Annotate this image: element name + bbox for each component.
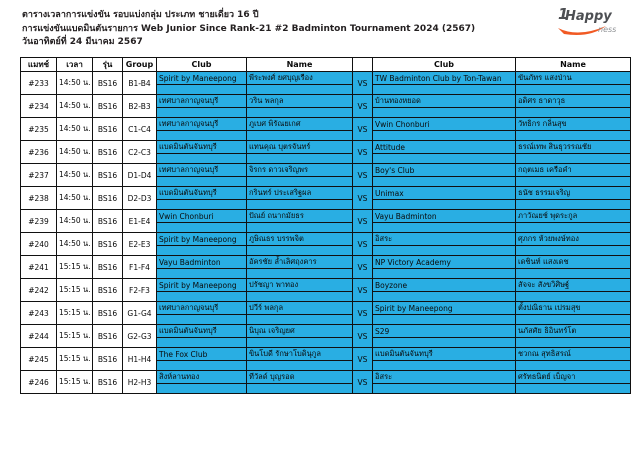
player-name-cell-left-spacer <box>247 361 353 371</box>
club-cell-left-spacer <box>157 315 247 325</box>
player-name-cell-right: นภัสศัย ธิอินทร์โต <box>516 325 631 338</box>
player-name-cell-left: วริน พลกุล <box>247 95 353 108</box>
player-name-cell-left: ทีวัลด์ บุญรอด <box>247 371 353 384</box>
club-cell-left: The Fox Club <box>157 348 247 361</box>
player-name-cell-right: ชวกณ สุทธิสรณ์ <box>516 348 631 361</box>
club-cell-right-spacer <box>373 338 516 348</box>
club-cell-right-spacer <box>373 200 516 210</box>
time-cell: 14:50 น. <box>57 187 93 210</box>
match-cell: #246 <box>21 371 57 394</box>
club-cell-right-spacer <box>373 246 516 256</box>
class-cell: BS16 <box>93 256 123 279</box>
happyness-logo <box>552 4 626 46</box>
table-row <box>21 95 631 108</box>
club-cell-right: Attitude <box>373 141 516 154</box>
player-name-cell-right-spacer <box>516 315 631 325</box>
player-name-cell-left: แทนคุณ บุตรจันทร์ <box>247 141 353 154</box>
player-name-cell-right-spacer <box>516 223 631 233</box>
group-cell: H2-H3 <box>123 371 157 394</box>
time-cell: 15:15 น. <box>57 325 93 348</box>
club-cell-left-spacer <box>157 108 247 118</box>
player-name-cell-left: พีระพงศ์ ยศบุญเรือง <box>247 72 353 85</box>
club-cell-right: Spirit by Maneepong <box>373 302 516 315</box>
group-cell: G1-G4 <box>123 302 157 325</box>
club-cell-left-spacer <box>157 384 247 394</box>
player-name-cell-left-spacer <box>247 269 353 279</box>
player-name-cell-right-spacer <box>516 384 631 394</box>
class-cell: BS16 <box>93 72 123 95</box>
table-row <box>21 118 631 131</box>
player-name-cell-right-spacer <box>516 269 631 279</box>
vs-cell: VS <box>353 210 373 233</box>
club-cell-left-spacer <box>157 85 247 95</box>
col-header-vs <box>353 58 373 72</box>
time-cell: 14:50 น. <box>57 233 93 256</box>
group-cell: F2-F3 <box>123 279 157 302</box>
club-cell-left: เทศบาลกาญจนบุรี <box>157 302 247 315</box>
group-cell: B2-B3 <box>123 95 157 118</box>
player-name-cell-left-spacer <box>247 85 353 95</box>
club-cell-left: แบดมินตันจันทบุรี <box>157 141 247 154</box>
player-name-cell-right-spacer <box>516 108 631 118</box>
club-cell-right: Vayu Badminton <box>373 210 516 223</box>
club-cell-right: TW Badminton Club by Ton-Tawan <box>373 72 516 85</box>
match-cell: #238 <box>21 187 57 210</box>
table-row <box>21 210 631 223</box>
table-row <box>21 279 631 292</box>
club-cell-left: แบดมินตันจันทบุรี <box>157 187 247 200</box>
group-cell: D1-D4 <box>123 164 157 187</box>
group-cell: B1-B4 <box>123 72 157 95</box>
group-cell: F1-F4 <box>123 256 157 279</box>
club-cell-left: Spirit by Maneepong <box>157 233 247 246</box>
player-name-cell-left: ภูเบศ พิรัณยเกศ <box>247 118 353 131</box>
vs-cell: VS <box>353 95 373 118</box>
club-cell-left: Spirit by Maneepong <box>157 72 247 85</box>
vs-cell: VS <box>353 141 373 164</box>
player-name-cell-right: ภาวัณยช์ พุดระกูล <box>516 210 631 223</box>
class-cell: BS16 <box>93 371 123 394</box>
club-cell-right-spacer <box>373 315 516 325</box>
class-cell: BS16 <box>93 164 123 187</box>
club-cell-right: บ้านทองหยอด <box>373 95 516 108</box>
club-cell-right: S29 <box>373 325 516 338</box>
club-cell-right-spacer <box>373 223 516 233</box>
table-row <box>21 348 631 361</box>
time-cell: 14:50 น. <box>57 72 93 95</box>
club-cell-left: เทศบาลกาญจนบุรี <box>157 95 247 108</box>
logo-subtext: ness <box>598 25 617 34</box>
club-cell-right: Vwin Chonburi <box>373 118 516 131</box>
time-cell: 14:50 น. <box>57 141 93 164</box>
group-cell: H1-H4 <box>123 348 157 371</box>
vs-cell: VS <box>353 348 373 371</box>
player-name-cell-left-spacer <box>247 200 353 210</box>
class-cell: BS16 <box>93 141 123 164</box>
player-name-cell-left: ปรัชญา พาทอง <box>247 279 353 292</box>
player-name-cell-right-spacer <box>516 361 631 371</box>
table-row <box>21 72 631 85</box>
logo-wordmark: Happy <box>565 9 612 24</box>
class-cell: BS16 <box>93 210 123 233</box>
club-cell-right: แบดมินตันจันทบุรี <box>373 348 516 361</box>
time-cell: 15:15 น. <box>57 302 93 325</box>
player-name-cell-right: ตั้งปณิธาน เปรมสุข <box>516 302 631 315</box>
match-cell: #244 <box>21 325 57 348</box>
vs-cell: VS <box>353 371 373 394</box>
player-name-cell-right: ศุภกร ห้วยพงษ์ทอง <box>516 233 631 246</box>
player-name-cell-right-spacer <box>516 85 631 95</box>
club-cell-left: Vayu Badminton <box>157 256 247 269</box>
table-row <box>21 164 631 177</box>
match-cell: #237 <box>21 164 57 187</box>
class-cell: BS16 <box>93 233 123 256</box>
club-cell-left: สิงห์ลานทอง <box>157 371 247 384</box>
player-name-cell-left-spacer <box>247 108 353 118</box>
player-name-cell-left-spacer <box>247 384 353 394</box>
player-name-cell-left-spacer <box>247 223 353 233</box>
club-cell-left-spacer <box>157 361 247 371</box>
match-cell: #233 <box>21 72 57 95</box>
vs-cell: VS <box>353 187 373 210</box>
club-cell-right: Unimax <box>373 187 516 200</box>
player-name-cell-right-spacer <box>516 154 631 164</box>
player-name-cell-right: ธรณ์เทพ สินธุวรรณชัย <box>516 141 631 154</box>
club-cell-right-spacer <box>373 131 516 141</box>
club-cell-left-spacer <box>157 246 247 256</box>
player-name-cell-left-spacer <box>247 246 353 256</box>
col-header-name-left: Name <box>247 58 353 72</box>
class-cell: BS16 <box>93 325 123 348</box>
player-name-cell-right-spacer <box>516 177 631 187</box>
event-date: วันอาทิตย์ที่ 24 มีนาคม 2567 <box>22 37 143 47</box>
vs-cell: VS <box>353 325 373 348</box>
player-name-cell-left: อัครชัย ล้ำเลิศฤงคาร <box>247 256 353 269</box>
match-cell: #240 <box>21 233 57 256</box>
club-cell-left-spacer <box>157 154 247 164</box>
logo-numeral: 1 <box>558 5 569 23</box>
player-name-cell-left: ปัณย์ ถนากมัยธร <box>247 210 353 223</box>
time-cell: 14:50 น. <box>57 164 93 187</box>
club-cell-right: NP Victory Academy <box>373 256 516 269</box>
group-cell: D2-D3 <box>123 187 157 210</box>
match-cell: #241 <box>21 256 57 279</box>
club-cell-left: เทศบาลกาญจนบุรี <box>157 164 247 177</box>
club-cell-right: อิสระ <box>373 371 516 384</box>
time-cell: 15:15 น. <box>57 348 93 371</box>
table-header-row <box>21 58 631 72</box>
class-cell: BS16 <box>93 302 123 325</box>
club-cell-left-spacer <box>157 200 247 210</box>
table-row <box>21 371 631 384</box>
player-name-cell-right-spacer <box>516 131 631 141</box>
club-cell-left-spacer <box>157 269 247 279</box>
group-cell: G2-G3 <box>123 325 157 348</box>
player-name-cell-left-spacer <box>247 177 353 187</box>
table-row <box>21 302 631 315</box>
group-cell: E2-E3 <box>123 233 157 256</box>
class-cell: BS16 <box>93 187 123 210</box>
club-cell-left-spacer <box>157 177 247 187</box>
player-name-cell-right: ธนัช ธรรมเจริญ <box>516 187 631 200</box>
club-cell-right-spacer <box>373 361 516 371</box>
table-row <box>21 233 631 246</box>
group-cell: E1-E4 <box>123 210 157 233</box>
player-name-cell-right-spacer <box>516 246 631 256</box>
player-name-cell-right: ศรัทธนิตย์ เบ็ญจา <box>516 371 631 384</box>
match-cell: #236 <box>21 141 57 164</box>
group-cell: C1-C4 <box>123 118 157 141</box>
player-name-cell-left: ขินโบดี รักษาโบดินุกูล <box>247 348 353 361</box>
col-header-match: แมทช์ <box>21 58 57 72</box>
club-cell-right-spacer <box>373 85 516 95</box>
group-cell: C2-C3 <box>123 141 157 164</box>
vs-cell: VS <box>353 164 373 187</box>
match-cell: #239 <box>21 210 57 233</box>
col-header-class: รุ่น <box>93 58 123 72</box>
club-cell-left: เทศบาลกาญจนบุรี <box>157 118 247 131</box>
match-cell: #245 <box>21 348 57 371</box>
player-name-cell-right: ขันภัทร แสงป่าน <box>516 72 631 85</box>
player-name-cell-left: ปวีร์ พลกุล <box>247 302 353 315</box>
player-name-cell-left-spacer <box>247 131 353 141</box>
player-name-cell-left-spacer <box>247 292 353 302</box>
club-cell-left: Vwin Chonburi <box>157 210 247 223</box>
player-name-cell-left-spacer <box>247 338 353 348</box>
time-cell: 14:50 น. <box>57 118 93 141</box>
club-cell-right: Boy's Club <box>373 164 516 177</box>
vs-cell: VS <box>353 256 373 279</box>
happyness-logo-icon <box>552 4 626 46</box>
time-cell: 15:15 น. <box>57 256 93 279</box>
club-cell-right-spacer <box>373 269 516 279</box>
club-cell-right-spacer <box>373 108 516 118</box>
player-name-cell-right: เดชินท์ แสงเดช <box>516 256 631 269</box>
player-name-cell-right: วัทธิกร กลิ่นสุข <box>516 118 631 131</box>
player-name-cell-right-spacer <box>516 338 631 348</box>
club-cell-left: แบดมินตันจันทบุรี <box>157 325 247 338</box>
vs-cell: VS <box>353 302 373 325</box>
player-name-cell-left: จิรกร ดาวเจริญพร <box>247 164 353 177</box>
time-cell: 14:50 น. <box>57 95 93 118</box>
club-cell-right-spacer <box>373 292 516 302</box>
time-cell: 14:50 น. <box>57 210 93 233</box>
class-cell: BS16 <box>93 279 123 302</box>
match-cell: #242 <box>21 279 57 302</box>
col-header-group: Group <box>123 58 157 72</box>
club-cell-left-spacer <box>157 223 247 233</box>
club-cell-left-spacer <box>157 131 247 141</box>
match-cell: #235 <box>21 118 57 141</box>
player-name-cell-left: ภูษิณธร บรรพจิต <box>247 233 353 246</box>
tournament-name: การแข่งขันแบดมินตันรายการ Web Junior Since Rank-21 #2 Badminton Tournament 2024 (2567) <box>22 23 476 34</box>
col-header-name-right: Name <box>516 58 631 72</box>
page-title: ตารางเวลาการแข่งขัน รอบแบ่งกลุ่ม ประเภท ชายเดี่ยว 16 ปี <box>22 10 259 20</box>
col-header-club-right: Club <box>373 58 516 72</box>
club-cell-right: อิสระ <box>373 233 516 246</box>
schedule-body <box>21 72 631 394</box>
player-name-cell-left-spacer <box>247 154 353 164</box>
table-row <box>21 187 631 200</box>
col-header-club-left: Club <box>157 58 247 72</box>
match-cell: #243 <box>21 302 57 325</box>
club-cell-right-spacer <box>373 154 516 164</box>
vs-cell: VS <box>353 233 373 256</box>
club-cell-left: Spirit by Maneepong <box>157 279 247 292</box>
class-cell: BS16 <box>93 348 123 371</box>
player-name-cell-right-spacer <box>516 200 631 210</box>
col-header-time: เวลา <box>57 58 93 72</box>
club-cell-left-spacer <box>157 338 247 348</box>
club-cell-right-spacer <box>373 177 516 187</box>
class-cell: BS16 <box>93 95 123 118</box>
time-cell: 15:15 น. <box>57 371 93 394</box>
player-name-cell-left: กรินทร์ ประเสริฐผล <box>247 187 353 200</box>
class-cell: BS16 <box>93 118 123 141</box>
vs-cell: VS <box>353 72 373 95</box>
match-cell: #234 <box>21 95 57 118</box>
vs-cell: VS <box>353 118 373 141</box>
club-cell-right: Boyzone <box>373 279 516 292</box>
player-name-cell-left-spacer <box>247 315 353 325</box>
player-name-cell-right-spacer <box>516 292 631 302</box>
player-name-cell-right: กฤตเมธ เครือคำ <box>516 164 631 177</box>
page-header <box>22 9 542 50</box>
time-cell: 15:15 น. <box>57 279 93 302</box>
club-cell-left-spacer <box>157 292 247 302</box>
match-schedule-table <box>20 57 631 394</box>
vs-cell: VS <box>353 279 373 302</box>
player-name-cell-left: นิบุณ เจริญยศ <box>247 325 353 338</box>
table-row <box>21 256 631 269</box>
table-row <box>21 141 631 154</box>
player-name-cell-right: สัจจะ สังขวิศิษฐ์ <box>516 279 631 292</box>
table-row <box>21 325 631 338</box>
player-name-cell-right: อดิศร ธาดาวุธ <box>516 95 631 108</box>
club-cell-right-spacer <box>373 384 516 394</box>
